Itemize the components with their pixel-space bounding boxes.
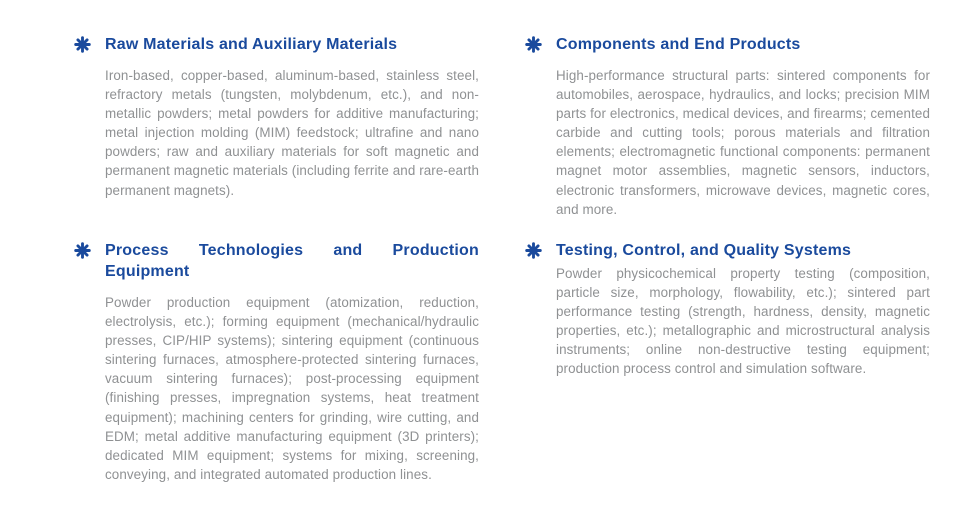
section-title: Testing, Control, and Quality Systems bbox=[556, 242, 852, 259]
section-content bbox=[556, 34, 930, 219]
section-process-technologies bbox=[74, 240, 479, 484]
section-title: Process Technologies and Production Equipment bbox=[105, 242, 479, 280]
section-content bbox=[105, 34, 479, 200]
asterisk-icon bbox=[74, 242, 105, 259]
section-title: Components and End Products bbox=[556, 36, 801, 53]
section-testing-quality bbox=[525, 240, 930, 379]
section-components-end-products bbox=[525, 34, 930, 219]
section-content bbox=[105, 240, 479, 484]
asterisk-icon bbox=[525, 36, 556, 53]
section-raw-materials bbox=[74, 34, 479, 200]
section-body: Powder physicochemical property testing (composition, particle size, morphology, flowability, etc.); sintered part performance testing (strength, hardness, density, magnetic properties, etc.); metallographic and microstructural analysis instruments; online non-destructive testing equipment; production process control and simulation software. bbox=[556, 266, 930, 377]
section-title: Raw Materials and Auxiliary Materials bbox=[105, 36, 398, 53]
section-body: Iron-based, copper-based, aluminum-based, stainless steel, refractory metals (tungsten, molybdenum, etc.), and non-metallic powders; metal powders for additive manufacturing; metal injection molding (MIM) feedstock; ultrafine and nano powders; raw and auxiliary materials for soft magnetic and permanent magnetic materials (including ferrite and rare-earth permanent magnets). bbox=[105, 68, 479, 198]
section-body: High-performance structural parts: sintered components for automobiles, aerospace, hydraulics, and locks; precision MIM parts for electronics, medical devices, and firearms; cemented carbide and cutting tools; porous materials and filtration elements; electromagnetic functional components: permanent magnet motor assemblies, magnetic sensors, inductors, electronic transformers, microwave devices, magnetic cores, and more. bbox=[556, 68, 930, 217]
asterisk-icon bbox=[525, 242, 556, 259]
asterisk-icon bbox=[74, 36, 105, 53]
section-body: Powder production equipment (atomization, reduction, electrolysis, etc.); forming equipment (mechanical/hydraulic presses, CIP/HIP systems); sintering equipment (continuous sintering furnaces, atmosphere-protected sintering furnaces, vacuum sintering furnaces); post-processing equipment (finishing presses, impregnation systems, heat treatment equipment); machining centers for grinding, wire cutting, and EDM; metal additive manufacturing equipment (3D printers); dedicated MIM equipment; systems for mixing, screening, conveying, and integrated automated production lines. bbox=[105, 295, 479, 482]
section-content bbox=[556, 240, 930, 379]
content-grid bbox=[74, 34, 930, 484]
